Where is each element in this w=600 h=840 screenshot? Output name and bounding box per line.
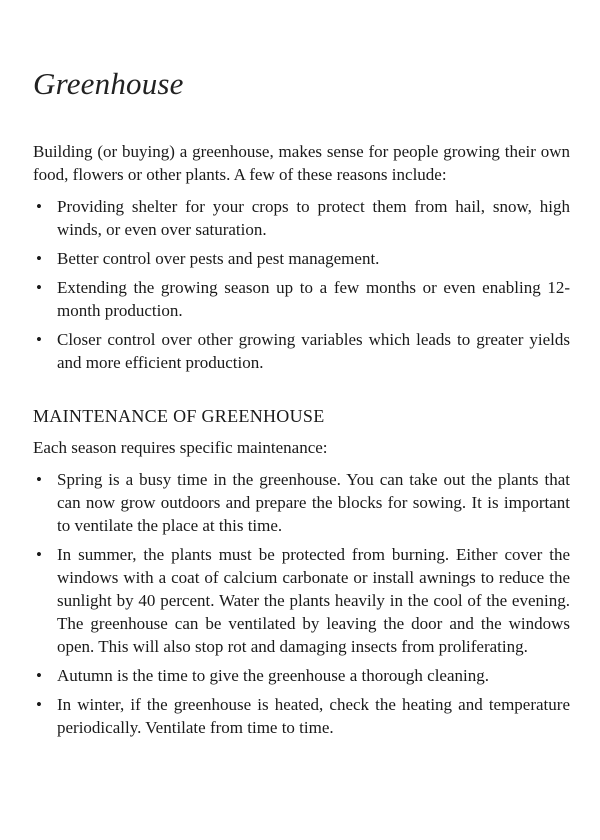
list-item-text: Spring is a busy time in the greenhouse. You can take out the plants that can now grow outdoors and prepare the blocks for sowing. It is important to ventilate the place at this time. [57, 470, 570, 535]
list-item-text: In summer, the plants must be protected from burning. Either cover the windows with a coat of calcium carbonate or install awnings to reduce the sunlight by 40 percent. Water the plants heavily in the cool of the evening. The greenhouse can be ventilated by leaving the door and the windows open. This will also stop rot and damaging insects from proliferating. [57, 545, 570, 656]
page-title: Greenhouse [33, 66, 184, 101]
bullet-icon: • [36, 278, 42, 297]
list-item-text: Extending the growing season up to a few months or even enabling 12-month production. [57, 278, 570, 320]
list-item [33, 664, 570, 687]
list-item-text: Autumn is the time to give the greenhouse a thorough cleaning. [57, 666, 489, 685]
list-item-text: Providing shelter for your crops to protect them from hail, snow, high winds, or even over saturation. [57, 197, 570, 239]
list-item [33, 195, 570, 241]
list-item [33, 468, 570, 537]
bullet-icon: • [36, 249, 42, 268]
list-item [33, 543, 570, 658]
list-item-text: In winter, if the greenhouse is heated, check the heating and temperature periodically. Ventilate from time to time. [57, 695, 570, 737]
maintenance-list [33, 468, 570, 739]
list-item [33, 247, 570, 270]
intro-paragraph: Building (or buying) a greenhouse, makes sense for people growing their own food, flowers or other plants. A few of these reasons include: [33, 142, 570, 184]
bullet-icon: • [36, 470, 42, 489]
reasons-list [33, 195, 570, 374]
maintenance-heading: MAINTENANCE OF GREENHOUSE [33, 406, 325, 426]
list-item [33, 276, 570, 322]
list-item-text: Better control over pests and pest management. [57, 249, 380, 268]
maintenance-intro: Each season requires specific maintenance: [33, 438, 328, 457]
bullet-icon: • [36, 695, 42, 714]
list-item [33, 693, 570, 739]
list-item-text: Closer control over other growing variables which leads to greater yields and more efficient production. [57, 330, 570, 372]
bullet-icon: • [36, 666, 42, 685]
bullet-icon: • [36, 330, 42, 349]
bullet-icon: • [36, 545, 42, 564]
bullet-icon: • [36, 197, 42, 216]
list-item [33, 328, 570, 374]
